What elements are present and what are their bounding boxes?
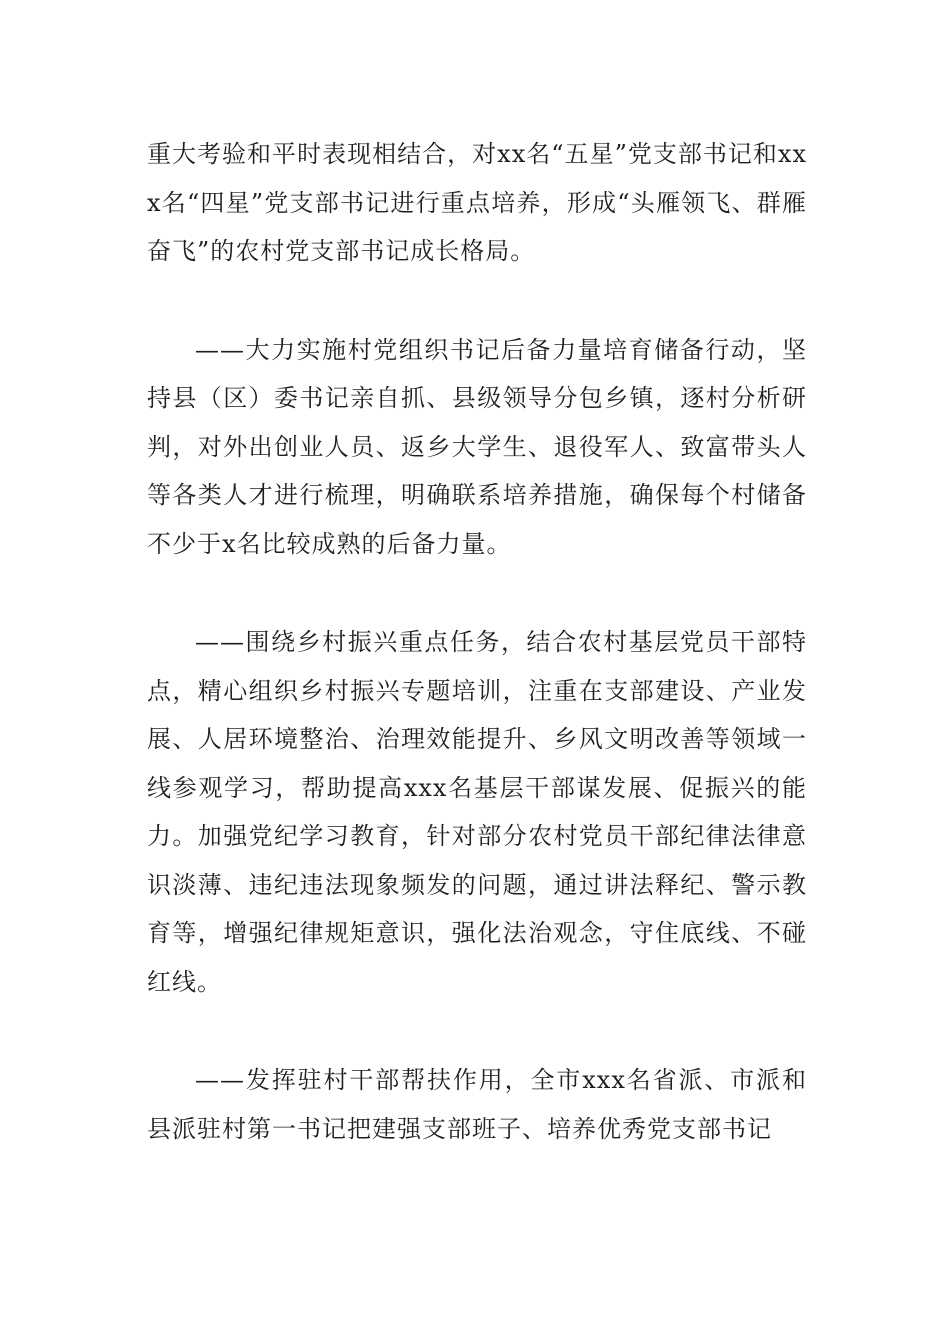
paragraph-3: ——围绕乡村振兴重点任务，结合农村基层党员干部特点，精心组织乡村振兴专题培训，注重在支部建设、产业发展、人居环境整治、治理效能提升、乡风文明改善等领域一线参观学习，帮助提高xxx名基层干部谋发展、促振兴的能力。加强党纪学习教育，针对部分农村党员干部纪律法律意识淡薄、违纪违法现象频发的问题，通过讲法释纪、警示教育等，增强纪律规矩意识，强化法治观念，守住底线、不碰红线。 — [147, 628, 807, 996]
paragraph-1: 重大考验和平时表现相结合，对xx名“五星”党支部书记和xxx名“四星”党支部书记进行重点培养，形成“头雁领飞、群雁奋飞”的农村党支部书记成长格局。 — [147, 140, 807, 265]
paragraph-2: ——大力实施村党组织书记后备力量培育储备行动，坚持县（区）委书记亲自抓、县级领导分包乡镇，逐村分析研判，对外出创业人员、返乡大学生、退役军人、致富带头人等各类人才进行梳理，明确联系培养措施，确保每个村储备不少于x名比较成熟的后备力量。 — [147, 335, 807, 558]
document-body — [147, 130, 807, 1203]
paragraph-4: ——发挥驻村干部帮扶作用，全市xxx名省派、市派和县派驻村第一书记把建强支部班子、培养优秀党支部书记 — [147, 1066, 807, 1143]
